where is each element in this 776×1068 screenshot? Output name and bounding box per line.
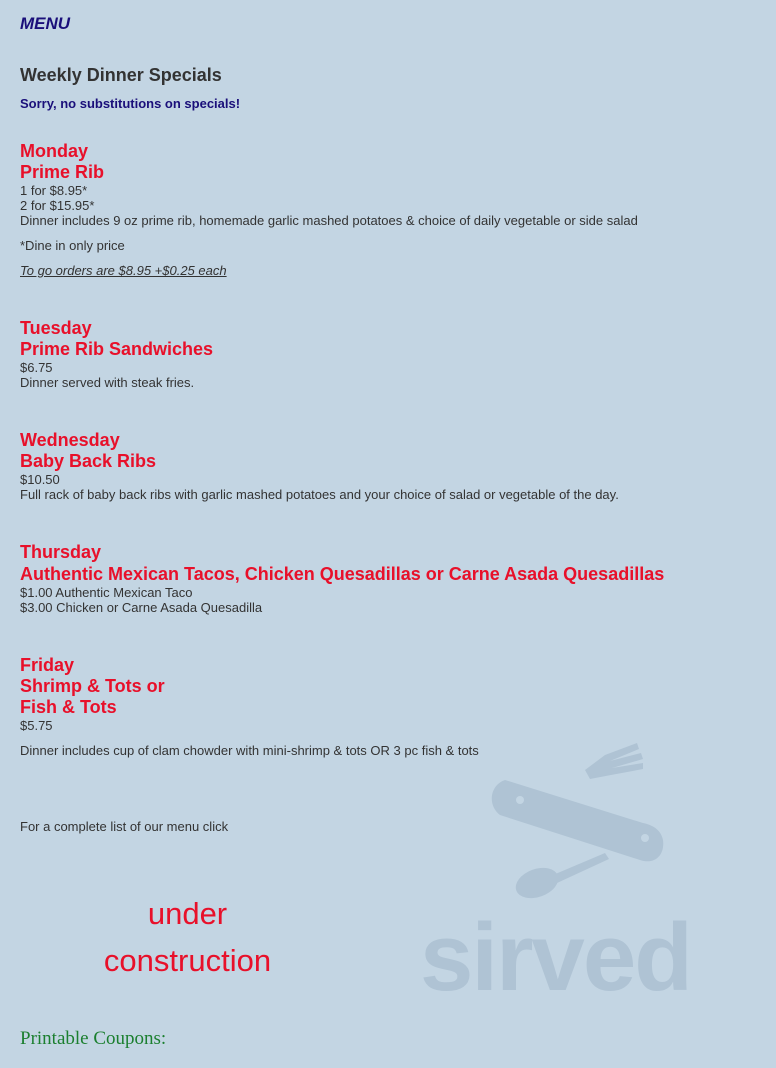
price-line: 2 for $15.95* <box>20 198 95 213</box>
price-line: 1 for $8.95* <box>20 183 88 198</box>
special-tuesday <box>20 318 213 390</box>
day-name: Friday <box>20 655 75 675</box>
day-name: Wednesday <box>20 430 120 450</box>
dish-name: Baby Back Ribs <box>20 451 157 471</box>
under-text: under <box>147 896 228 931</box>
specials-note: Sorry, no substitutions on specials! <box>20 96 241 111</box>
price-line: $3.00 Chicken or Carne Asada Quesadilla <box>20 600 263 615</box>
under-construction-notice <box>80 890 295 984</box>
dish-description: Dinner includes cup of clam chowder with mini-shrimp & tots OR 3 pc fish & tots <box>20 743 479 758</box>
sirved-watermark <box>415 735 735 1005</box>
price-line: $6.75 <box>20 360 53 375</box>
day-name: Monday <box>20 141 89 161</box>
price-line: $5.75 <box>20 718 53 733</box>
dish-description: Dinner served with steak fries. <box>20 375 195 390</box>
dish-name: Authentic Mexican Tacos, Chicken Quesadillas or Carne Asada Quesadillas <box>20 564 665 584</box>
dish-name: Prime Rib Sandwiches <box>20 339 214 359</box>
sirved-watermark-text: sirved <box>420 904 691 1005</box>
special-monday <box>20 141 638 278</box>
printable-coupons-heading: Printable Coupons: <box>20 1028 167 1049</box>
dine-in-note: *Dine in only price <box>20 238 125 253</box>
special-thursday <box>20 542 664 615</box>
day-name: Tuesday <box>20 318 92 338</box>
dish-description: Full rack of baby back ribs with garlic mashed potatoes and your choice of salad or vegetable of the day. <box>20 487 619 502</box>
special-friday <box>20 655 479 758</box>
utensils-knife-icon <box>492 743 663 904</box>
togo-note: To go orders are $8.95 +$0.25 each <box>20 263 227 278</box>
price-line: $1.00 Authentic Mexican Taco <box>20 585 193 600</box>
complete-menu-link-text[interactable]: For a complete list of our menu click <box>20 819 229 834</box>
specials-heading: Weekly Dinner Specials <box>20 65 222 85</box>
day-name: Thursday <box>20 542 102 562</box>
dish-name: Fish & Tots <box>20 697 117 717</box>
dish-name: Shrimp & Tots or <box>20 676 165 696</box>
construction-text: construction <box>103 943 272 978</box>
special-wednesday <box>20 430 619 502</box>
dish-name: Prime Rib <box>20 162 105 182</box>
menu-title: MENU <box>20 14 71 33</box>
dish-description: Dinner includes 9 oz prime rib, homemade garlic mashed potatoes & choice of daily vegetable or side salad <box>20 213 638 228</box>
price-line: $10.50 <box>20 472 60 487</box>
